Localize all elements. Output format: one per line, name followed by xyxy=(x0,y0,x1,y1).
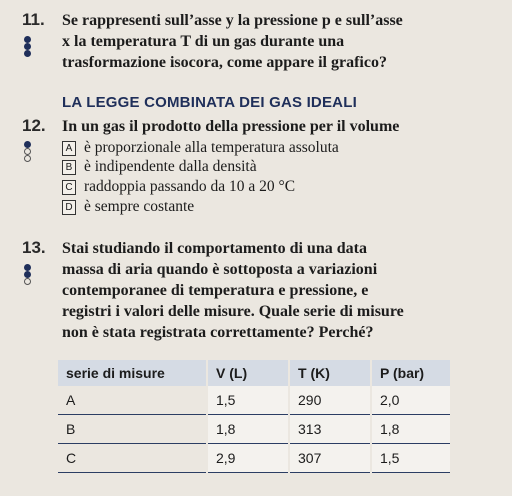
question-text xyxy=(62,10,403,73)
question-line: trasformazione isocora, come appare il grafico? xyxy=(62,54,387,71)
table-cell: 2,0 xyxy=(371,386,451,415)
difficulty-dots xyxy=(24,264,33,285)
table-row xyxy=(58,444,451,473)
table-cell: C xyxy=(58,444,207,473)
question-text xyxy=(62,238,404,343)
measures-table xyxy=(58,360,452,473)
table-header: serie di misure xyxy=(58,360,207,386)
question-number: 13. xyxy=(22,238,46,257)
difficulty-dot-icon xyxy=(24,141,31,148)
table-cell: 1,8 xyxy=(207,415,289,444)
option-text: raddoppia passando da 10 a 20 °C xyxy=(84,178,296,195)
question-line: Stai studiando il comportamento di una data xyxy=(62,240,367,257)
option-b[interactable] xyxy=(62,158,257,176)
option-text: è proporzionale alla temperatura assoluta xyxy=(84,139,339,156)
question-line: Se rappresenti sull’asse y la pressione p e sull’asse xyxy=(62,12,403,29)
table-header: P (bar) xyxy=(371,360,451,386)
difficulty-dot-icon xyxy=(24,271,31,278)
table-cell: 313 xyxy=(289,415,371,444)
option-letter-box: A xyxy=(62,141,76,156)
table-header: T (K) xyxy=(289,360,371,386)
difficulty-dot-icon xyxy=(24,36,31,43)
option-d[interactable] xyxy=(62,198,194,216)
question-number: 11. xyxy=(22,10,45,29)
option-c[interactable] xyxy=(62,178,295,196)
table-cell: B xyxy=(58,415,207,444)
difficulty-dot-icon xyxy=(24,43,31,50)
table-row xyxy=(58,386,451,415)
option-text: è sempre costante xyxy=(84,198,195,215)
question-line: contemporanee di temperatura e pressione, e xyxy=(62,282,369,299)
table-row xyxy=(58,415,451,444)
difficulty-dots xyxy=(24,141,33,162)
difficulty-dots xyxy=(24,36,33,57)
table-cell: 1,5 xyxy=(371,444,451,473)
option-text: è indipendente dalla densità xyxy=(84,158,257,175)
table-cell: 2,9 xyxy=(207,444,289,473)
table-header-row xyxy=(58,360,451,386)
option-a[interactable] xyxy=(62,139,339,157)
question-line: x la temperatura T di un gas durante una xyxy=(62,33,345,50)
option-letter-box: D xyxy=(62,200,76,215)
table-cell: A xyxy=(58,386,207,415)
table-cell: 290 xyxy=(289,386,371,415)
table-header: V (L) xyxy=(207,360,289,386)
difficulty-dot-icon xyxy=(24,50,31,57)
question-text: In un gas il prodotto della pressione per il volume xyxy=(62,118,400,135)
question-number: 12. xyxy=(22,116,46,135)
option-letter-box: C xyxy=(62,180,76,195)
difficulty-dot-empty-icon xyxy=(24,278,31,285)
difficulty-dot-icon xyxy=(24,264,31,271)
question-line: registri i valori delle misure. Quale serie di misure xyxy=(62,303,404,320)
option-letter-box: B xyxy=(62,160,76,175)
section-title: LA LEGGE COMBINATA DEI GAS IDEALI xyxy=(62,94,357,111)
difficulty-dot-empty-icon xyxy=(24,148,31,155)
table-cell: 307 xyxy=(289,444,371,473)
question-line: non è stata registrata correttamente? Perché? xyxy=(62,324,374,341)
difficulty-dot-empty-icon xyxy=(24,155,31,162)
question-line: massa di aria quando è sottoposta a variazioni xyxy=(62,261,378,278)
table-cell: 1,8 xyxy=(371,415,451,444)
table-cell: 1,5 xyxy=(207,386,289,415)
